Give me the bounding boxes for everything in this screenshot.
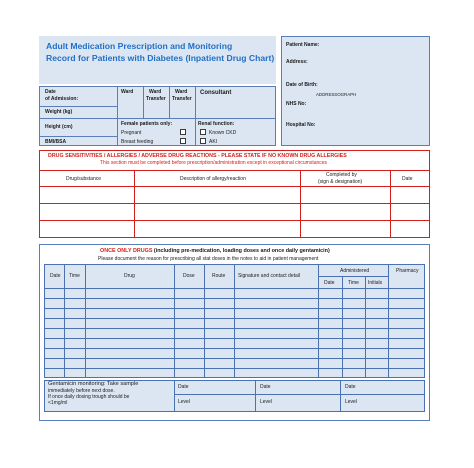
once-only-heading-red: ONCE ONLY DRUGS [100,248,153,254]
once-col-admin-initials: Initials [368,280,383,286]
once-col-pharmacy: Pharmacy [396,268,419,274]
aki-checkbox[interactable] [200,138,206,144]
ward-label: Ward [121,89,134,95]
known-ckd-label: Known CKD [209,130,237,136]
known-ckd-checkbox[interactable] [200,129,206,135]
allergy-col-completed-by: Completed by [326,172,357,178]
allergy-col-drug: Drug/substance [66,176,102,182]
bmi-label: BMI/BSA [45,139,67,145]
once-col-admin-date: Date [324,280,335,286]
ward-transfer-label-1: Ward [149,89,162,95]
gentamicin-date-3: Date [345,384,356,390]
address-label: Address: [286,59,308,65]
aki-label: AKI [209,139,218,145]
allergy-col-description: Description of allergy/reaction [180,176,246,182]
once-col-date: Date [50,273,61,279]
ward-transfer2-label-2: Transfer [172,96,192,102]
once-col-drug: Drug [124,273,135,279]
ward-transfer2-label-1: Ward [175,89,188,95]
breast-feeding-label: Breast feeding [121,139,154,145]
once-only-heading-rest: (including pre-medication, loading doses and once daily gentamicin) [152,248,330,254]
gentamicin-level-1: Level [178,399,190,405]
gentamicin-level-3: Level [345,399,357,405]
gentamicin-level-2: Level [260,399,272,405]
allergies-subheading: This section must be completed before prescription/administration except in exceptional circumstances [100,160,328,166]
breast-feeding-checkbox[interactable] [180,138,186,144]
weight-label: Weight (kg) [45,109,73,115]
once-only-heading [100,248,330,254]
patient-info-box [281,36,430,146]
dob-label: Date of Birth: [286,82,318,88]
renal-function-label: Renal function: [198,121,235,127]
female-patients-label: Female patients only: [121,121,173,127]
form-title-line1: Adult Medication Prescription and Monitoring [46,41,233,51]
allergy-col-completed-by-sub: (sign & designation) [318,179,363,185]
date-of-admission-label-2: of Admission: [45,96,79,102]
nhs-label: NHS No: [286,101,307,107]
date-of-admission-label-1: Date [45,89,56,95]
hospital-label: Hospital No: [286,122,316,128]
consultant-label: Consultant [200,90,232,96]
height-label: Height (cm) [45,124,73,130]
once-col-time: Time [69,273,80,279]
pregnant-checkbox[interactable] [180,129,186,135]
once-only-subheading: Please document the reason for prescribing all stat doses in the notes to aid in patient management [98,256,319,262]
allergy-col-date: Date [402,176,413,182]
allergies-heading: DRUG SENSITIVITIES / ALLERGIES / ADVERSE DRUG REACTIONS - PLEASE STATE IF NO KNOWN DRUG ALLERGIES [48,153,347,159]
once-col-administered: Administered [340,268,370,274]
gentamicin-line1: Gentamicin monitoring: Take sample [48,381,139,387]
admission-block [39,86,276,146]
pregnant-label: Pregnant [121,130,142,136]
addressograph-label: ADDRESSOGRAPH [316,92,357,97]
gentamicin-line3: If once daily dosing trough should be [48,394,130,400]
gentamicin-line4: <1mg/ml [48,400,68,406]
once-col-signature: Signature and contact detail [238,273,300,279]
gentamicin-line2: immediately before next dose. [48,388,115,394]
once-col-admin-time: Time [348,280,359,286]
form-title-line2: Record for Patients with Diabetes (Inpatient Drug Chart) [46,53,275,63]
patient-name-label: Patient Name: [286,42,320,48]
gentamicin-date-1: Date [178,384,189,390]
once-col-route: Route [212,273,226,279]
gentamicin-date-2: Date [260,384,271,390]
once-col-dose: Dose [183,273,195,279]
ward-transfer-label-2: Transfer [146,96,166,102]
